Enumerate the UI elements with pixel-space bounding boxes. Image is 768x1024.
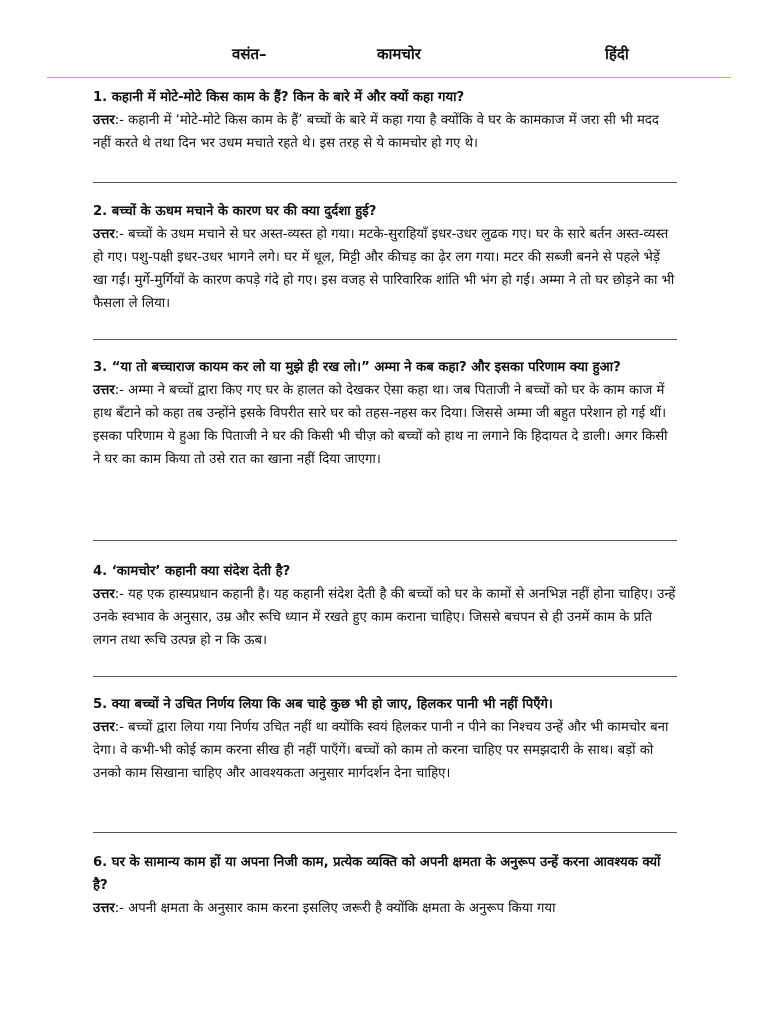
header-book-title: वसंत– <box>232 45 267 63</box>
answer-6-text: :- अपनी क्षमता के अनुसार काम करना इसलिए जरूरी है क्योंकि क्षमता के अनुरूप किया गया <box>114 901 556 916</box>
section-divider <box>93 676 677 677</box>
answer-label: उत्तर <box>93 113 115 128</box>
qa-item-2 <box>93 200 677 315</box>
qa-item-5 <box>93 693 677 785</box>
qa-item-1 <box>93 86 677 155</box>
answer-6 <box>93 897 677 920</box>
answer-4-text: :- यह एक हास्यप्रधान कहानी है। यह कहानी संदेश देती है की बच्चों को घर के कामों से अनभिज्ञ नहीं होना चाहिए। उन्हें उनके स्वभाव के अनुसार, उम्र और रूचि ध्यान में रखते हुए काम कराना चाहिए। जिससे बचपन से ही उनमें काम के प्रति लगन तथा रूचि उत्पन्न हो न कि ऊब। <box>93 587 676 648</box>
section-divider <box>93 832 677 833</box>
header-divider <box>47 77 731 78</box>
question-5: 5. क्या बच्चों ने उचित निर्णय लिया कि अब चाहे कुछ भी हो जाए, हिलकर पानी भी नहीं पिएँगे। <box>93 697 553 712</box>
question-6: 6. घर के सामान्य काम हों या अपना निजी काम, प्रत्येक व्यक्ति को अपनी क्षमता के अनुरूप उन्हें करना आवश्यक क्यों है? <box>93 855 661 893</box>
answer-label: उत्तर <box>93 720 115 735</box>
qa-item-4 <box>93 560 677 652</box>
question-2: 2. बच्चों के ऊधम मचाने के कारण घर की क्या दुर्दशा हुई? <box>93 204 377 219</box>
answer-label: उत्तर <box>93 587 115 602</box>
answer-4 <box>93 583 677 652</box>
answer-label: उत्तर <box>93 383 115 398</box>
section-divider <box>93 540 677 541</box>
qa-item-6 <box>93 851 677 920</box>
question-3: 3. “या तो बच्चाराज कायम कर लो या मुझे ही रख लो।” अम्मा ने कब कहा? और इसका परिणाम क्या हुआ? <box>93 360 621 375</box>
answer-1 <box>93 109 677 155</box>
question-4: 4. ‘कामचोर’ कहानी क्या संदेश देती है? <box>93 564 291 579</box>
page-header <box>0 0 768 78</box>
header-subject: हिंदी <box>605 45 629 63</box>
section-divider <box>93 339 677 340</box>
answer-1-text: :- कहानी में ‘मोटे-मोटे किस काम के हैं’ बच्चों के बारे में कहा गया है क्योंकि वे घर के कामकाज में जरा सी भी मदद नहीं करते थे तथा दिन भर उधम मचाते रहते थे। इस तरह से ये कामचोर हो गए थे। <box>93 113 659 151</box>
question-1: 1. कहानी में मोटे-मोटे किस काम के हैं? किन के बारे में और क्यों कहा गया? <box>93 90 465 105</box>
section-divider <box>93 182 677 183</box>
answer-5 <box>93 716 677 785</box>
answer-label: उत्तर <box>93 227 115 242</box>
answer-3 <box>93 379 677 471</box>
header-chapter-title: कामचोर <box>377 45 421 63</box>
answer-2-text: :- बच्चों के उधम मचाने से घर अस्त-व्यस्त हो गया। मटके-सुराहियाँ इधर-उधर लुढक गए। घर के सारे बर्तन अस्त-व्यस्त हो गए। पशु-पक्षी इधर-उधर भागने लगे। घर में धूल, मिट्टी और कीचड़ का ढ़ेर लग गया। मटर की सब्जी बनने से पहले भेड़ें खा गईं। मुर्गे-मुर्गियों के कारण कपड़े गंदे हो गए। इस वजह से पारिवारिक शांति भी भंग हो गई। अम्मा ने तो घर छोड़ने का भी फैसला ले लिया। <box>93 227 675 311</box>
qa-item-3 <box>93 356 677 471</box>
answer-label: उत्तर <box>93 901 115 916</box>
answer-3-text: :- अम्मा ने बच्चों द्वारा किए गए घर के हालत को देखकर ऐसा कहा था। जब पिताजी ने बच्चों को घर के काम काज में हाथ बँटाने को कहा तब उन्होंने इसके विपरीत सारे घर को तहस-नहस कर दिया। जिससे अम्मा जी बहुत परेशान हो गई थीं। इसका परिणाम ये हुआ कि पिताजी ने घर की किसी भी चीज़ को बच्चों को हाथ ना लगाने कि हिदायत दे डाली। अगर किसी ने घर का काम किया तो उसे रात का खाना नहीं दिया जाएगा। <box>93 383 668 467</box>
answer-5-text: :- बच्चों द्वारा लिया गया निर्णय उचित नहीं था क्योंकि स्वयं हिलकर पानी न पीने का निश्चय उन्हें और भी कामचोर बना देगा। वे कभी-भी कोई काम करना सीख ही नहीं पाएँगें। बच्चों को काम तो करना चाहिए पर समझदारी के साथ। बड़ों को उनको काम सिखाना चाहिए और आवश्यकता अनुसार मार्गदर्शन देना चाहिए। <box>93 720 669 781</box>
answer-2 <box>93 223 677 315</box>
